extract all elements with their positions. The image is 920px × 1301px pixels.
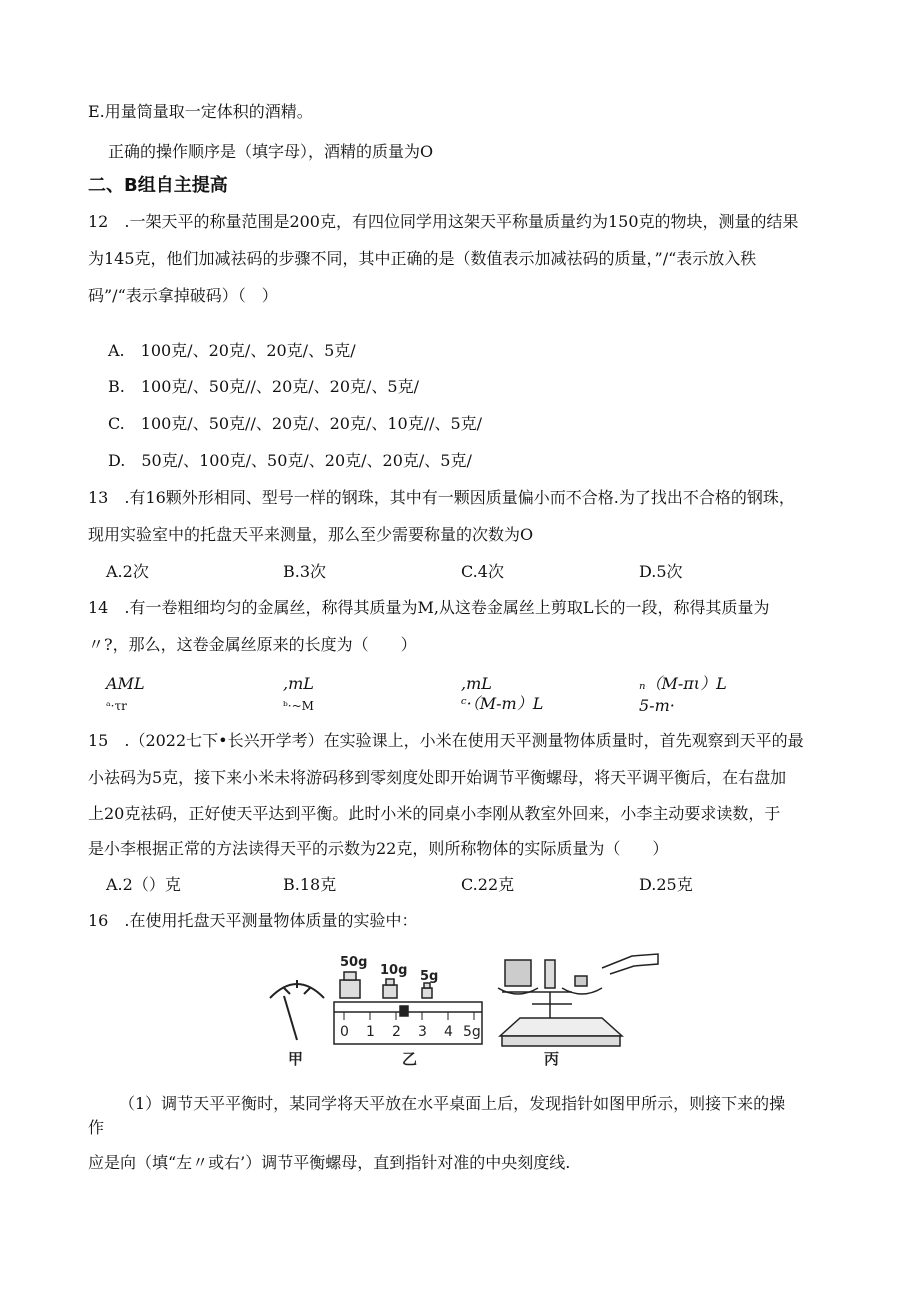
q15-option-d: D.25克 [639,875,693,894]
q12-option-a: A. 100克/、20克/、20克/、5克/ [108,341,356,360]
balance-diagram [498,954,658,1046]
q14-option-b-top: ,mL [283,674,314,693]
q13-option-a: A.2次 [106,562,149,581]
q12-option-b: B. 100克/、50克//、20克/、20克/、5克/ [108,377,419,396]
ruler-tick-3: 3 [418,1024,427,1040]
q14-line-2: 〃?，那么，这卷金属丝原来的长度为（ ） [88,635,417,654]
q16-part1-line-3: 应是向（填“左〃或右’）调节平衡螺母，直到指针对准的中央刻度线. [88,1153,571,1172]
q14-option-a-top: AML [106,674,145,693]
section-heading: 二、B组自主提高 [88,175,228,196]
pointer-dial-diagram [270,980,324,1040]
q14-option-d-top: ₙ（M-πι）L [639,674,727,693]
figure-label-jia: 甲 [288,1050,304,1068]
q14-option-c-bottom: ᶜ·（M-m）L [461,694,544,713]
q13-line-1: 13 .有16颗外形相同、型号一样的钢珠，其中有一颗因质量偏小而不合格.为了找出不合格的钢珠， [88,488,795,507]
q15-option-c: C.22克 [461,875,515,894]
q14-option-c-top: ,mL [461,674,492,693]
figure-label-yi: 乙 [402,1050,418,1068]
q15-line-3: 上20克祛码，正好使天平达到平衡。此时小米的同桌小李刚从教室外回来，小李主动要求读数，于 [88,804,781,823]
q14-option-a-bottom: ᵃ·τr [106,699,127,713]
ruler-tick-1: 1 [366,1024,375,1040]
ruler-tick-0: 0 [340,1024,349,1040]
q15-line-1: 15 .（2022七下•长兴开学考）在实验课上，小米在使用天平测量物体质量时，首先观察到天平的最 [88,731,804,750]
q12-line-2: 为145克，他们加减祛码的步骤不同，其中正确的是（数值表示加减祛码的质量，”/“表示放入秩 [88,249,757,268]
q13-option-c: C.4次 [461,562,504,581]
q15-option-b: B.18克 [283,875,337,894]
q16-part1-line-2: 作 [88,1118,105,1137]
ruler-diagram [334,1002,482,1044]
ruler-tick-5g: 5g [463,1024,481,1040]
q15-option-a: A.2（）克 [106,875,181,894]
q15-line-4: 是小李根据正常的方法读得天平的示数为22克，则所称物体的实际质量为（ ） [88,839,669,858]
q12-line-1: 12 .一架天平的称量范围是200克，有四位同学用这架天平称量质量约为150克的物块，测量的结果 [88,212,799,231]
q16-line: 16 .在使用托盘天平测量物体质量的实验中： [88,911,418,930]
q15-line-2: 小祛码为5克，接下来小米未将游码移到零刻度处即开始调节平衡螺母，将天平调平衡后，在右盘加 [88,768,787,787]
q16-part1-line-1: （1）调节天平平衡时，某同学将天平放在水平桌面上后，发现指针如图甲所示，则接下来的操 [119,1094,786,1113]
q14-line-1: 14 .有一卷粗细均匀的金属丝，称得其质量为M,从这卷金属丝上剪取L长的一段，称得其质量为 [88,598,770,617]
e-item-line: E.用量筒量取一定体积的酒精。 [88,102,313,121]
q14-option-d-bottom: 5-m· [639,696,675,715]
weight-label-50g: 50g [340,955,368,970]
q12-option-d: D. 50克/、100克/、50克/、20克/、20克/、5克/ [108,451,472,470]
q13-option-b: B.3次 [283,562,327,581]
figure-label-bing: 丙 [544,1050,560,1068]
weight-label-10g: 10g [380,963,408,978]
ruler-tick-2: 2 [392,1024,401,1040]
q12-line-3: 码”/“表示拿掉破码）（ ） [88,286,278,305]
weight-label-5g: 5g [420,969,439,984]
q13-option-d: D.5次 [639,562,683,581]
ruler-ticks [344,1012,474,1020]
ruler-tick-4: 4 [444,1024,453,1040]
order-question-line: 正确的操作顺序是（填字母），酒精的质量为O [108,142,434,161]
q12-option-c: C. 100克/、50克//、20克/、20克/、10克//、5克/ [108,414,483,433]
balance-figure [262,940,662,1070]
q13-line-2: 现用实验室中的托盘天平来测量，那么至少需要称量的次数为O [88,525,534,544]
q14-option-b-bottom: ᵇ·~M [283,699,314,713]
